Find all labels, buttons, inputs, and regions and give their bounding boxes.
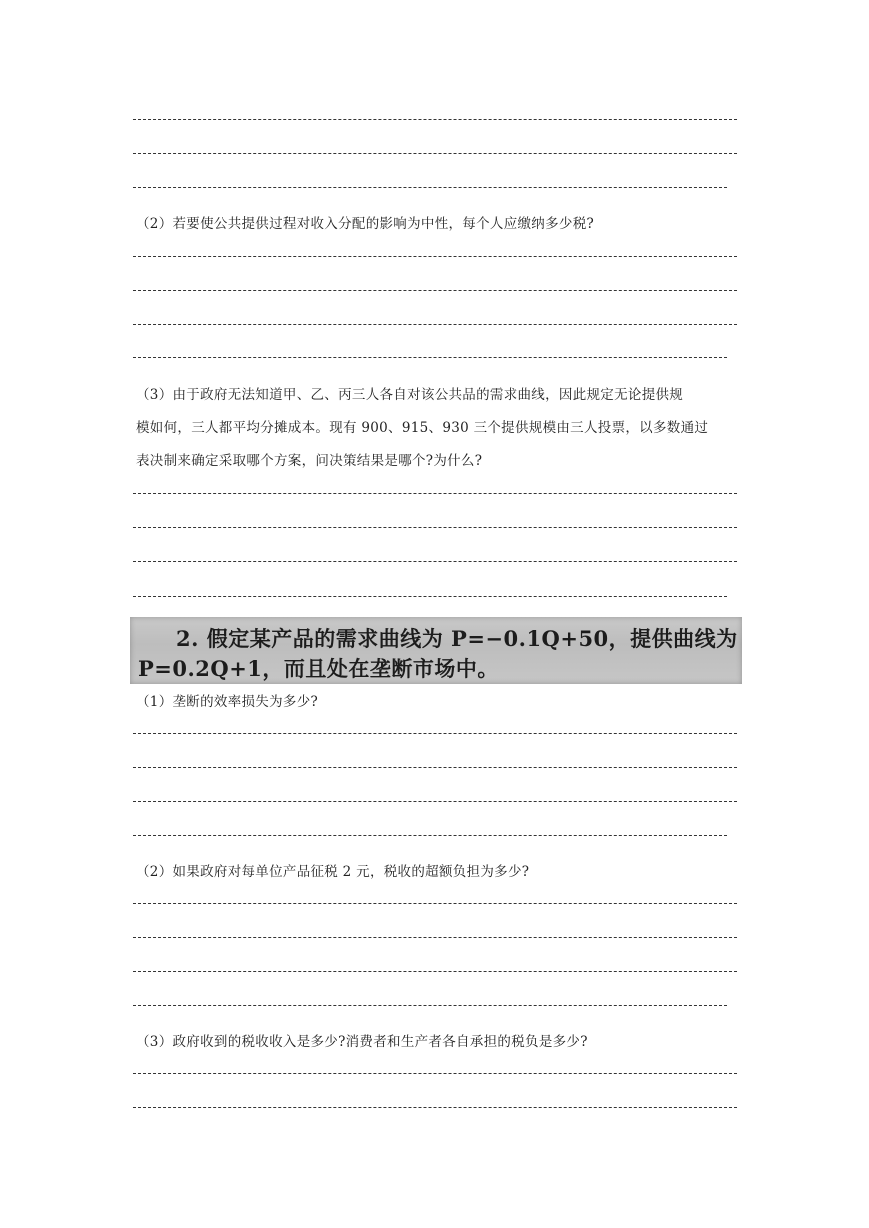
scanned-question-2-line-1: 2. 假定某产品的需求曲线为 P=−0.1Q+50，提供曲线为: [176, 626, 738, 651]
answer-line: [133, 290, 737, 291]
question-1-part-3-line-3: 表决制来确定采取哪个方案，问决策结果是哪个?为什么?: [136, 453, 483, 469]
question-2-part-1: （1）垄断的效率损失为多少?: [136, 694, 319, 710]
answer-line: [133, 596, 727, 597]
answer-line: [133, 937, 737, 938]
answer-line: [133, 493, 737, 494]
answer-line: [133, 835, 727, 836]
answer-line: [133, 1005, 727, 1006]
question-1-part-3-line-2: 模如何，三人都平均分摊成本。现有 900、915、930 三个提供规模由三人投票，以多数通过: [136, 420, 709, 436]
answer-line: [133, 357, 727, 358]
answer-line: [133, 119, 737, 120]
answer-line: [133, 1107, 737, 1108]
answer-line: [133, 801, 737, 802]
question-2-part-2: （2）如果政府对每单位产品征税 2 元，税收的超额负担为多少?: [136, 864, 530, 880]
scanned-question-2-line-2: P=0.2Q+1，而且处在垄断市场中。: [138, 656, 499, 681]
scanned-question-2: [130, 617, 742, 684]
answer-line: [133, 561, 737, 562]
answer-line: [133, 1073, 737, 1074]
answer-line: [133, 153, 737, 154]
question-2-part-3: （3）政府收到的税收收入是多少?消费者和生产者各自承担的税负是多少?: [136, 1034, 588, 1050]
answer-line: [133, 324, 737, 325]
question-1-part-2: （2）若要使公共提供过程对收入分配的影响为中性，每个人应缴纳多少税?: [136, 216, 595, 232]
answer-line: [133, 527, 737, 528]
question-1-part-3-line-1: （3）由于政府无法知道甲、乙、丙三人各自对该公共品的需求曲线，因此规定无论提供规: [136, 387, 684, 403]
answer-line: [133, 256, 737, 257]
answer-line: [133, 767, 737, 768]
answer-line: [133, 971, 737, 972]
answer-line: [133, 733, 737, 734]
answer-line: [133, 187, 727, 188]
answer-line: [133, 903, 737, 904]
